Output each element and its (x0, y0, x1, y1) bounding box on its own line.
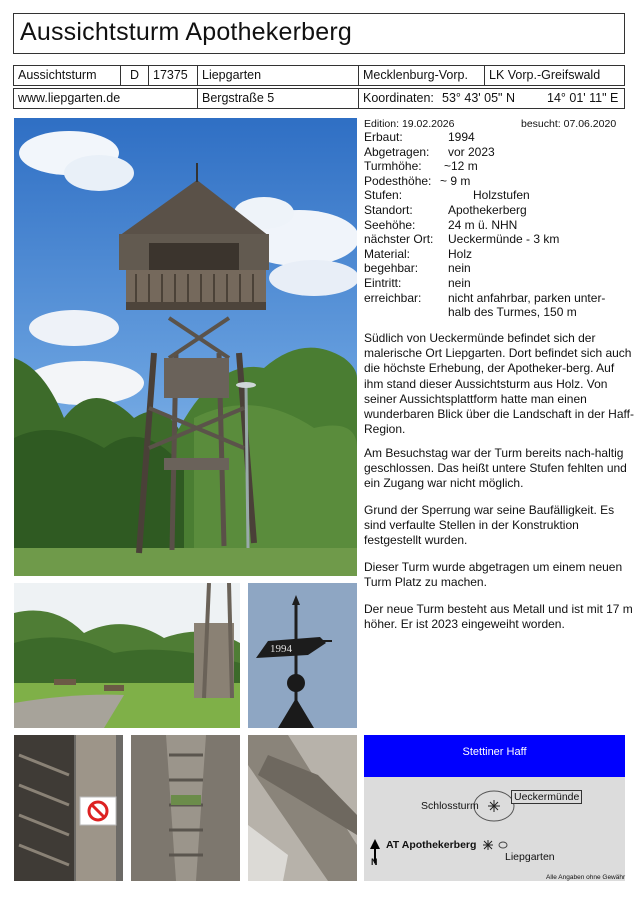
park-photo (14, 583, 240, 728)
fact-material: Holz (448, 246, 473, 261)
coords-label: Koordinaten: (363, 91, 434, 105)
map-town-label: Ueckermünde (511, 790, 582, 804)
latitude: 53° 43' 05" N (442, 91, 515, 105)
state-cell: Mecklenburg-Vorp. (358, 65, 485, 86)
weathervane-photo (248, 583, 357, 728)
fact-stairs: Holzstufen (473, 188, 530, 203)
facts-labels (364, 130, 433, 305)
fact-label: begehbar: (364, 261, 419, 276)
country-cell: D (120, 65, 149, 86)
edition-text: Edition: 19.02.2026 (364, 118, 455, 130)
paragraph-4: Dieser Turm wurde abgetragen um einem neuen Turm Platz zu machen. (364, 560, 623, 590)
fact-entry: nein (448, 275, 471, 290)
facts-values (440, 130, 606, 320)
fact-label: Erbaut: (364, 130, 403, 144)
fact-label: Eintritt: (364, 275, 402, 290)
tower-photo (14, 118, 357, 576)
fact-location: Apothekerberg (448, 202, 527, 217)
fact-label: Seehöhe: (364, 217, 416, 232)
wood-detail-photo (248, 735, 357, 881)
visited-text: besucht: 07.06.2020 (521, 118, 617, 130)
fact-nearest-town: Ueckermünde - 3 km (448, 232, 560, 247)
website-cell[interactable]: www.liepgarten.de (13, 88, 198, 109)
stairs-photo-1 (14, 735, 123, 881)
fact-platform-height: ~ 9 m (440, 173, 471, 188)
fact-label: Podesthöhe: (364, 173, 432, 188)
fact-removed: vor 2023 (448, 144, 495, 159)
fact-label: Standort: (364, 202, 413, 217)
map-water-label: Stettiner Haff (462, 746, 527, 758)
map-disclaimer: Alle Angaben ohne Gewähr (546, 874, 626, 881)
fact-label: Abgetragen: (364, 144, 430, 159)
fact-height: ~12 m (444, 159, 478, 174)
fact-label: nächster Ort: (364, 232, 434, 247)
district-cell: LK Vorp.-Greifswald (484, 65, 625, 86)
map-north-label: N (371, 857, 378, 867)
fact-label: Turmhöhe: (364, 159, 422, 174)
fact-label: Stufen: (364, 188, 403, 203)
fact-built: 1994 (448, 130, 475, 144)
fact-label: Material: (364, 246, 411, 261)
map-village-label: Liepgarten (505, 851, 555, 863)
map-castle-label: Schlossturm (421, 800, 479, 812)
map-tower-label: AT Apothekerberg (386, 839, 477, 851)
street-cell: Bergstraße 5 (197, 88, 359, 109)
weathervane-year: 1994 (270, 643, 292, 655)
page-title: Aussichtsturm Apothekerberg (20, 18, 352, 46)
fact-label: erreichbar: (364, 290, 422, 305)
fact-reachable: nicht anfahrbar, parken unter- (448, 290, 606, 305)
town-cell: Liepgarten (197, 65, 359, 86)
coordinates-cell (358, 88, 625, 109)
fact-accessible: nein (448, 261, 471, 276)
stairs-photo-2 (131, 735, 240, 881)
type-cell: Aussichtsturm (13, 65, 121, 86)
paragraph-2: Am Besuchstag war der Turm bereits nach-haltig geschlossen. Das heißt untere Stufen fehlten und ein Zugang war nicht möglich. (364, 446, 627, 491)
paragraph-3: Grund der Sperrung war seine Baufälligkeit. Es sind verfaulte Stellen in der Konstruktion festgestellt wurden. (364, 503, 615, 548)
map-land (364, 777, 625, 881)
paragraph-5: Der neue Turm besteht aus Metall und ist mit 17 m höher. Er ist 2023 eingeweiht worden. (364, 602, 633, 632)
postcode-cell: 17375 (148, 65, 198, 86)
longitude: 14° 01' 11" E (547, 91, 619, 105)
fact-altitude: 24 m ü. NHN (448, 217, 518, 232)
paragraph-1: Südlich von Ueckermünde befindet sich der malerische Ort Liepgarten. Dort befindet sich auch die höchste Erhebung, der Apotheker-berg. Auf ihm stand dieser Aussichtsturm aus Holz. Von seiner Aussichtsplattform hatte man einen wunderbaren Blick über die Landschaft in der Haff-Region. (364, 331, 634, 437)
fact-reachable-cont: halb des Turmes, 150 m (448, 305, 577, 320)
